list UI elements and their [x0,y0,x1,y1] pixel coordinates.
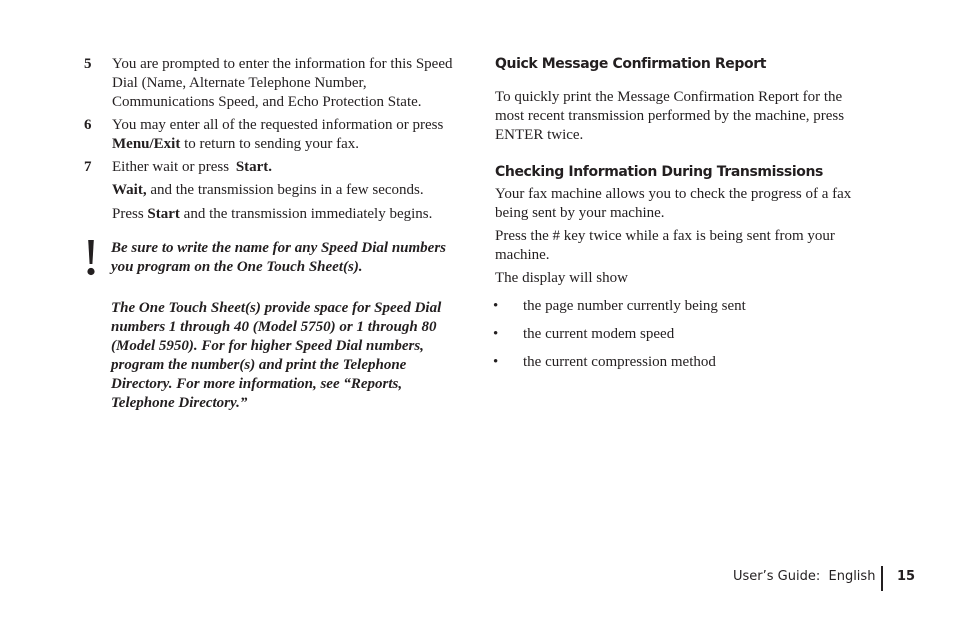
menu-exit-key: Menu/Exit [112,136,181,152]
para-3-line-1: Press the # key twice while a fax is being sent from your [495,228,835,244]
note-2-line-2: numbers 1 through 40 (Model 5750) or 1 through 80 [111,319,437,335]
step-5-line-1: You are prompted to enter the information for this Speed [112,56,453,72]
bullet-marker: • [493,326,499,342]
wait-line [112,181,472,200]
note-1-line-2: you program on the One Touch Sheet(s). [111,259,363,275]
para-1-line-2: most recent transmission performed by the machine, press [495,108,845,124]
start-key: Start. [235,159,273,175]
note-1-line-1: Be sure to write the name for any Speed Dial numbers [111,240,447,256]
heading-checking-information: Checking Information During Transmissions [495,164,823,180]
bullet-item-modem-speed: the current modem speed [523,326,675,342]
heading-quick-message-report: Quick Message Confirmation Report [495,56,767,72]
page-number: 15 [897,569,916,584]
para-3-line-2: machine. [495,247,550,263]
step-5-line-2: Dial (Name, Alternate Telephone Number, [112,75,367,91]
paragraph-progress [495,185,875,223]
step-7-text [112,158,472,177]
press-line [112,205,472,224]
note-paragraph-1 [111,239,471,277]
note-2-line-1: The One Touch Sheet(s) provide space for Speed Dial [111,300,442,316]
exclamation-icon [86,240,96,276]
para-1-line-1: To quickly print the Message Confirmation Report for the [495,89,843,105]
note-2-line-3: (Model 5950). For for higher Speed Dial numbers, [111,338,424,354]
step-6-line-2-rest: to return to sending your fax. [180,136,360,152]
step-6-line-2 [112,135,472,154]
para-2-line-2: being sent by your machine. [495,205,665,221]
note-paragraph-2 [111,299,471,413]
step-5-number: 5 [84,56,92,72]
note-2-line-5: Directory. For more information, see “Reports, [111,376,403,392]
paragraph-quick-print [495,88,875,145]
step-7-number: 7 [84,159,92,175]
step-7-text-plain: Either wait or press [112,159,233,175]
bullet-marker: • [493,354,499,370]
bullet-item-page-number: the page number currently being sent [523,298,746,314]
step-6-number: 6 [84,117,92,133]
wait-label: Wait, [112,182,147,198]
wait-rest: and the transmission begins in a few seconds. [146,182,424,198]
footer-divider [881,566,883,591]
para-1-line-3: ENTER twice. [495,127,584,143]
press-rest: and the transmission immediately begins. [179,206,433,222]
bullet-item-compression: the current compression method [523,354,716,370]
press-start-key: Start [147,206,180,222]
note-2-line-4: program the number(s) and print the Telephone [111,357,407,373]
note-2-line-6: Telephone Directory.” [111,395,248,411]
step-5-line-3: Communications Speed, and Echo Protection State. [112,94,422,110]
bullet-marker: • [493,298,499,314]
footer-guide-label: User’s Guide: English [733,569,876,584]
step-6-line-1: You may enter all of the requested information or press [112,117,444,133]
paragraph-press-key [495,227,875,265]
para-2-line-1: Your fax machine allows you to check the progress of a fax [495,186,852,202]
press-pre: Press [112,206,148,222]
step-5-text [112,55,472,112]
paragraph-display-will-show: The display will show [495,270,628,286]
step-6-text [112,116,472,154]
